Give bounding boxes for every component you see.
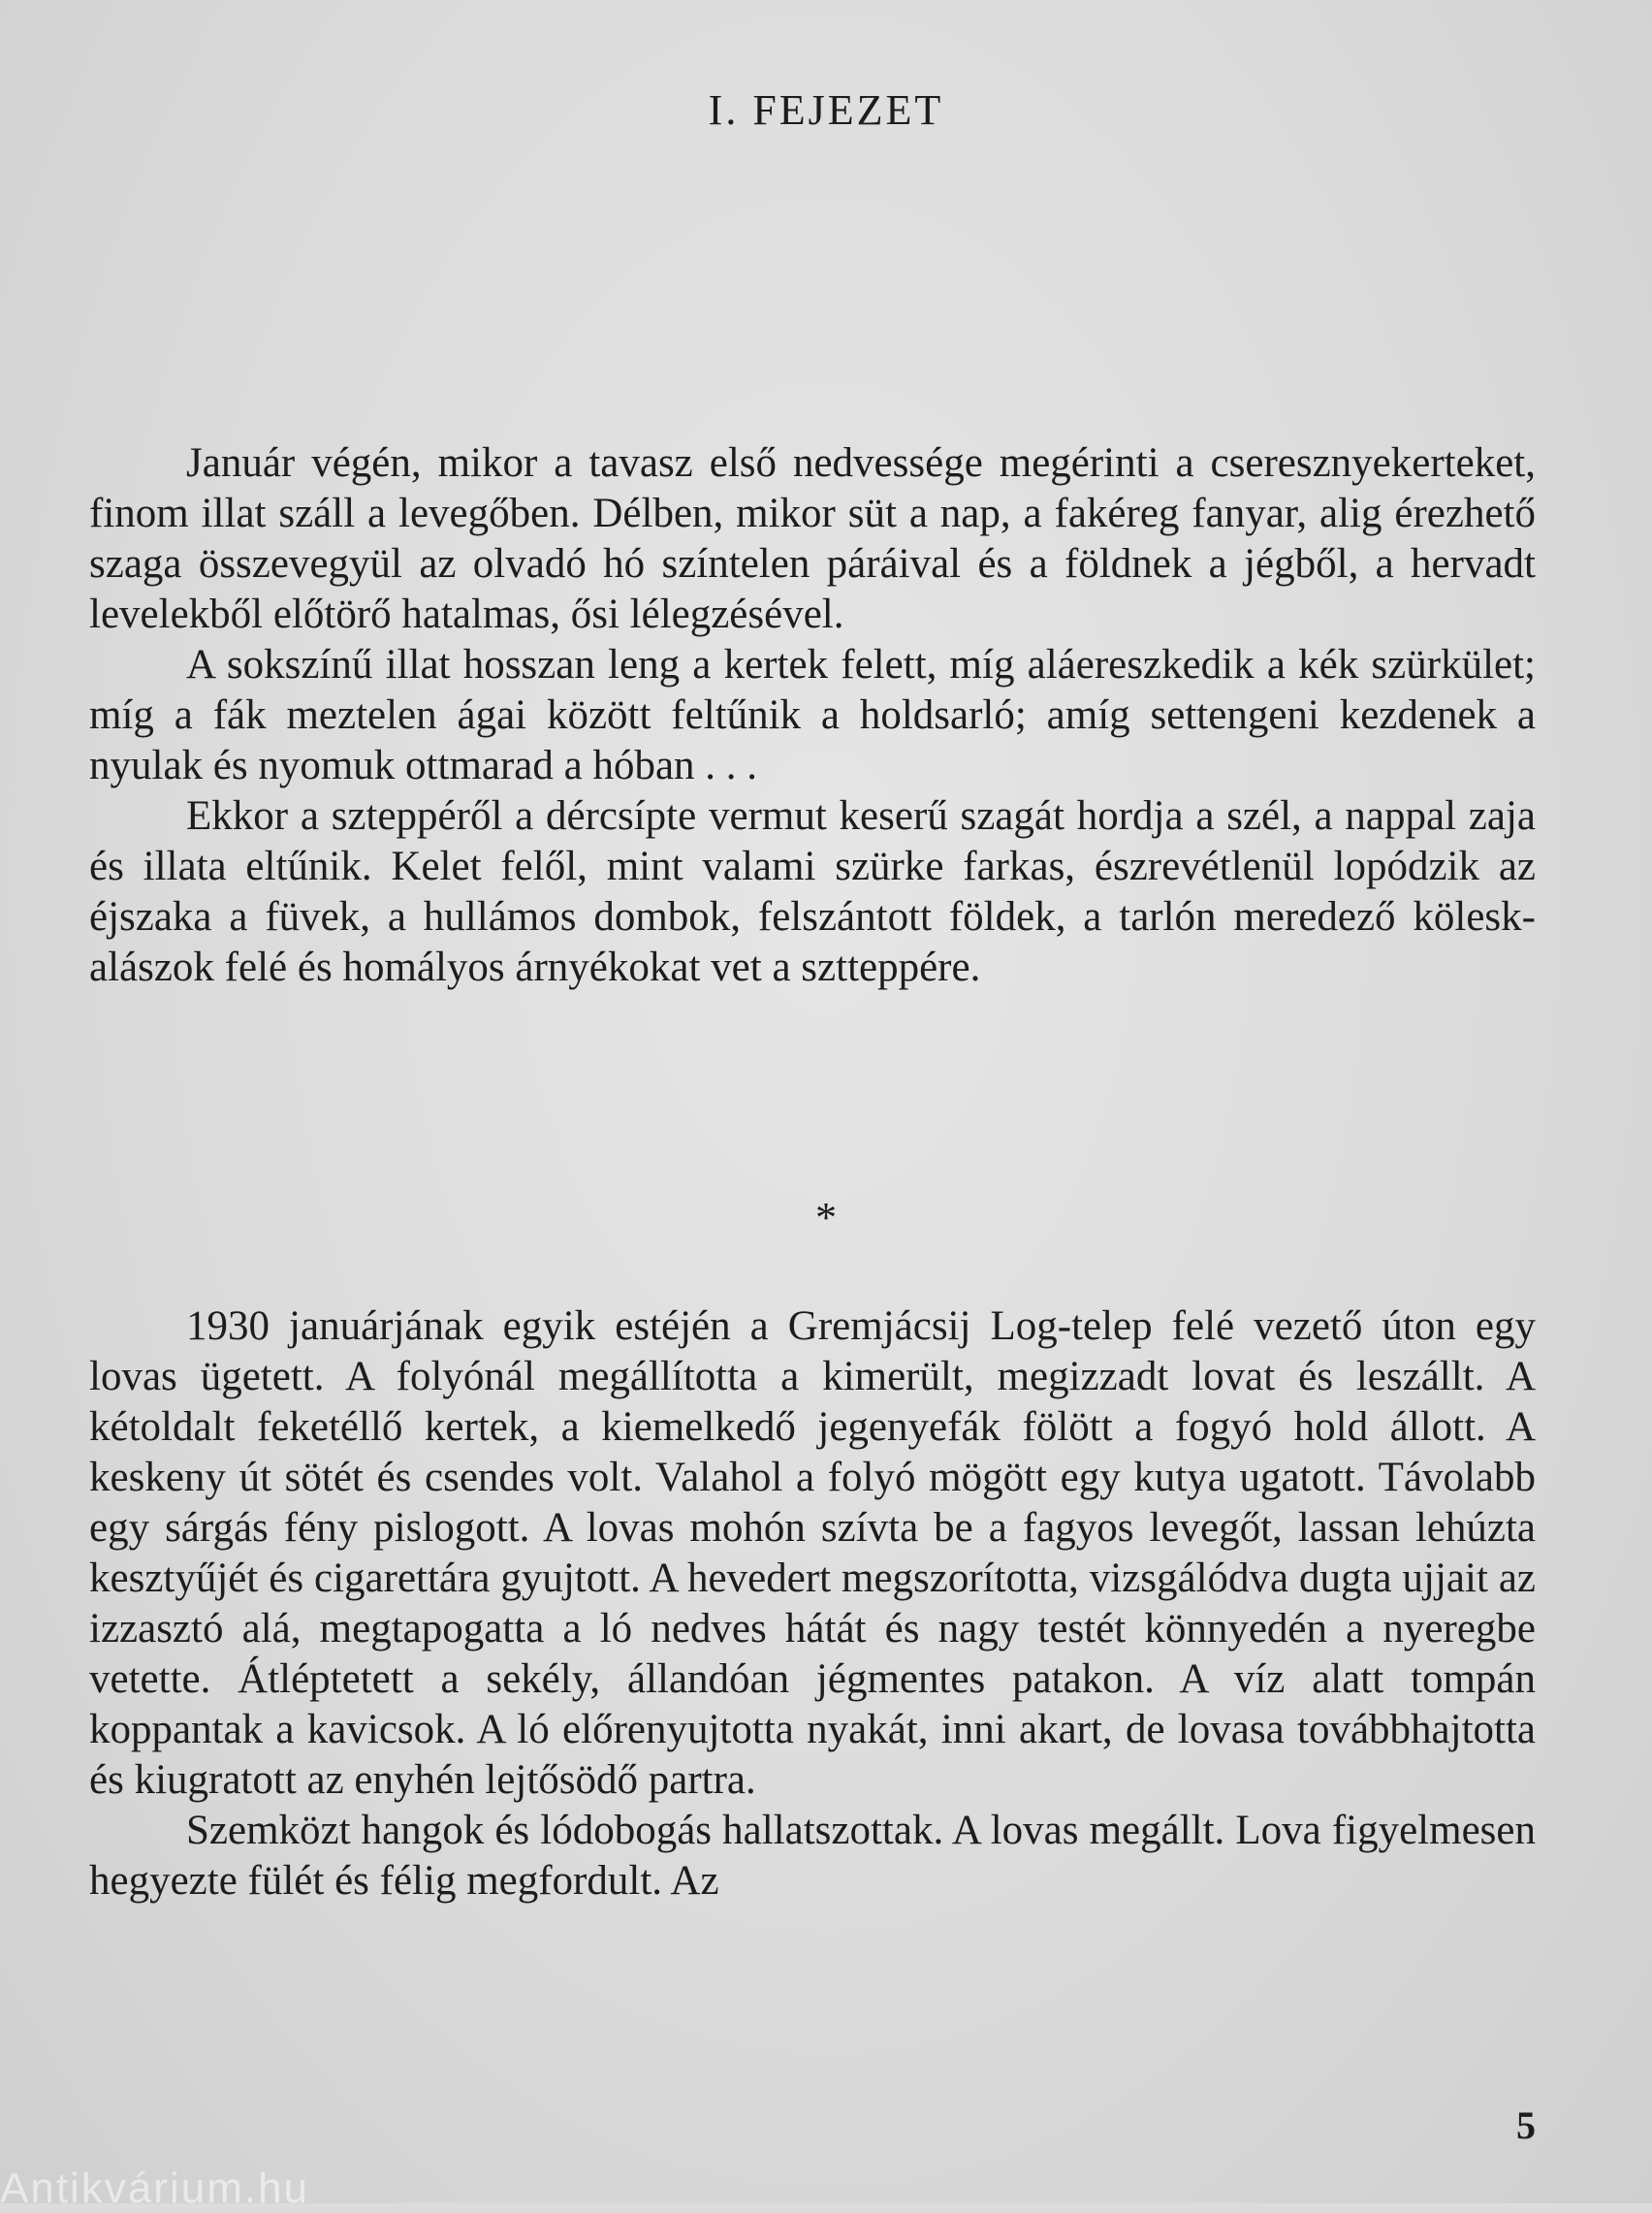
section-separator: * [815,1194,837,1241]
paragraph: A sokszínű illat hosszan leng a kertek felett, míg aláereszkedik a kék szürkület; míg a fák meztelen ágai között feltűnik a holdsarló; amíg settengeni kezdenek a nyulak és nyomuk ottmarad a hóban . . . [89,642,1536,788]
chapter-title: I. FEJEZET [708,86,944,134]
paragraph: 1930 januárjának egyik estéjén a Gremjácsij Log-telep felé vezető úton egy lovas ügetett. A folyónál megállította a kimerült, megizzadt lovat és leszállt. A kétoldalt feketéllő kertek, a kiemelkedő jegenyefák fölött a fogyó hold állott. A keskeny út sötét és csendes volt. Valahol a folyó mögött egy kutya ugatott. Távolabb egy sárgás fény pislogott. A lovas mohón szívta be a fagyos levegőt, lassan lehúzta kesztyűjét és cigarettára gyujtott. A hevedert megszorította, vizsgálódva dugta ujjait az izzasztó alá, megtapogatta a ló nedves hátát és nagy testét könnyedén a nyeregbe vetette. Átléptetett a sekély, állandóan jégmentes patakon. A víz alatt tompán koppantak a kavicsok. A ló előrenyujtotta nyakát, inni akart, de lovasa továbbhajtotta és kiugratott az enyhén lejtősödő partra. [89,1303,1536,1803]
watermark-text: Antikvárium.hu [0,2165,310,2212]
page-number: 5 [1516,2103,1536,2147]
paragraph: Ekkor a szteppéről a dércsípte vermut keserű szagát hordja a szél, a nappal zaja és illata eltűnik. Kelet felől, mint valami szürke farkas, észrevétlenül lopódzik az éjszaka a füvek, a hullámos dombok, felszántott földek, a tarlón meredező köleskalászok felé és homályos árnyékokat vet a sztteppére. [89,793,1536,990]
paragraph: Szemközt hangok és lódobogás hallatszottak. A lovas megállt. Lova figyelmesen hegyezte fülét és félig megfordult. Az [89,1808,1536,1904]
text-section-1 [89,438,1536,993]
paragraph: Január végén, mikor a tavasz első nedvessége megérinti a cseresznyekerteket, finom illat száll a levegőben. Délben, mikor süt a nap, a fakéreg fanyar, alig érezhető szaga összevegyül az olvadó hó színtelen páráival és a földnek a jégből, a hervadt levelekből előtörő hatalmas, ősi lélegzésével. [89,440,1536,637]
text-section-2 [89,1301,1536,1907]
